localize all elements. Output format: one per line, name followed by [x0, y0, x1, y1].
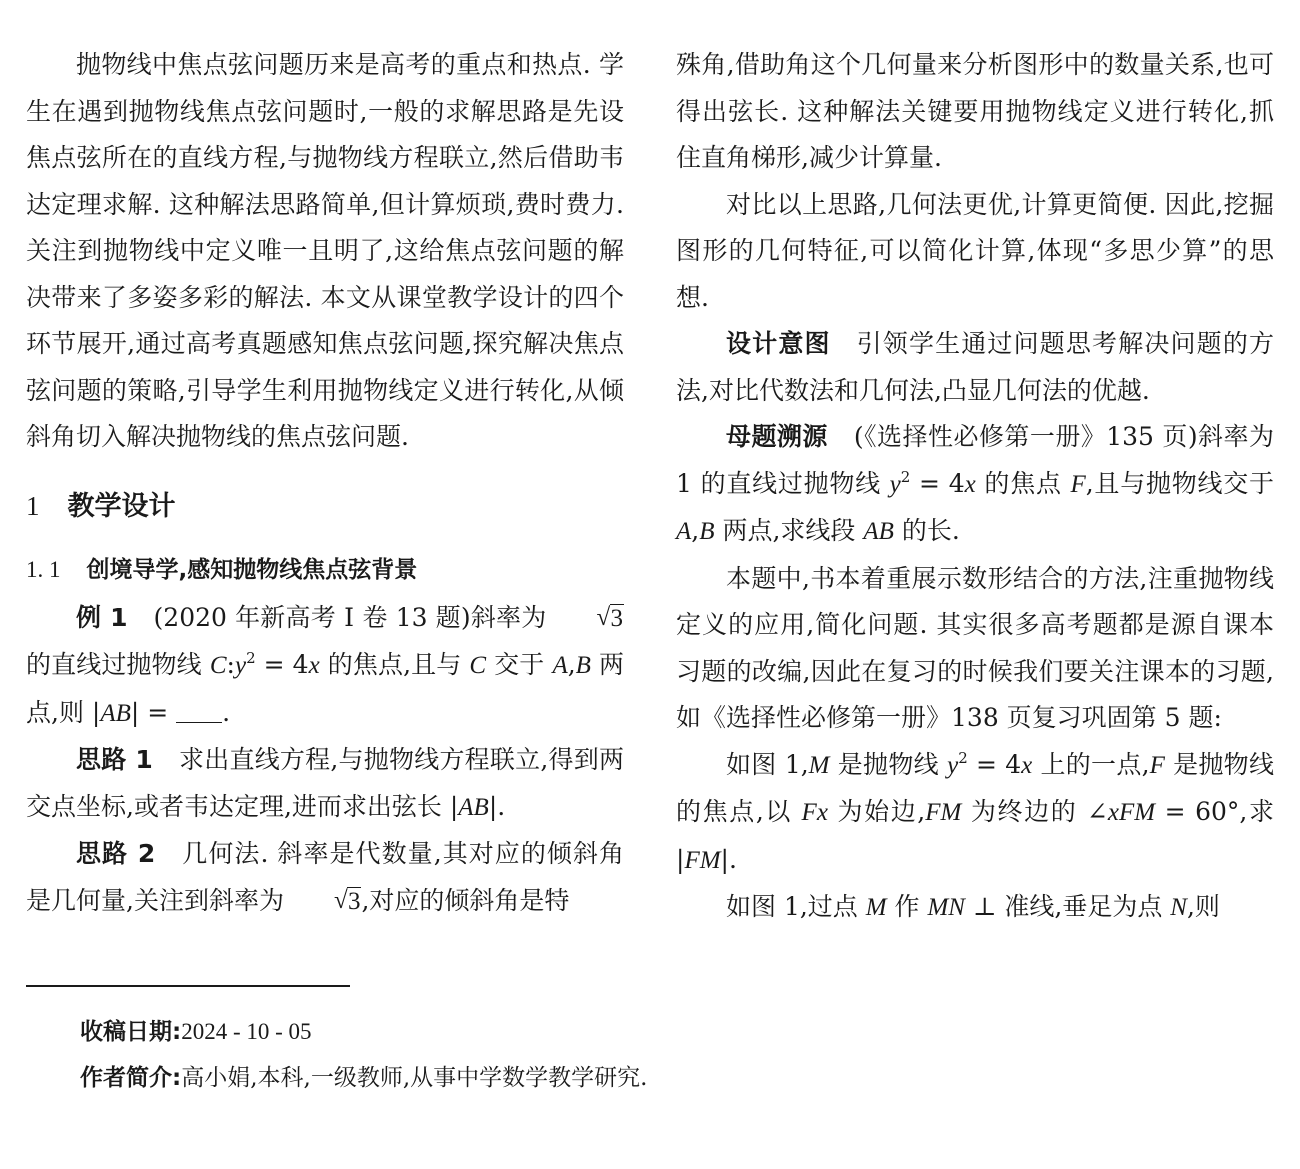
math-exponent: 2 — [246, 649, 256, 667]
sqrt-value: 3 — [347, 887, 361, 915]
math-var: N — [1170, 894, 1187, 921]
example-text: , — [567, 650, 576, 679]
author-bio-value: 高小娟,本科,一级教师,从事中学数学教学研究. — [181, 1065, 648, 1091]
idea-1-label: 思路 1 — [76, 745, 153, 774]
fig-text: 如图 1, — [726, 749, 809, 779]
math-var: x — [308, 652, 320, 679]
math-exponent: 2 — [900, 467, 911, 486]
received-date-label: 收稿日期: — [80, 1019, 182, 1045]
idea-text: |. — [488, 791, 506, 821]
figure-1-paragraph — [676, 742, 1274, 885]
math-var: M — [865, 894, 887, 921]
footnotes — [80, 1009, 1180, 1101]
idea-1-paragraph — [26, 737, 624, 831]
fig-text: ⊥ 准线,垂足为点 — [964, 892, 1171, 921]
design-intent-text: 引领学生通过问题思考解决问题的方法,对比代数法和几何法,凸显几何法的优越. — [676, 329, 1274, 405]
math-exponent: 2 — [958, 748, 968, 767]
received-date-line — [80, 1009, 1180, 1055]
source-text: 的焦点 — [975, 468, 1071, 498]
fig-text: 作 — [886, 892, 928, 921]
left-column — [26, 42, 624, 925]
source-problem-paragraph — [676, 414, 1274, 556]
math-var: A — [676, 518, 692, 545]
author-bio-line — [80, 1055, 1180, 1101]
source-text: (《选择性必修第一册》135 页)斜率为 1 的直线过抛物线 — [676, 422, 1274, 498]
math-var: FM — [684, 846, 721, 874]
example-text: (2020 年新高考 Ⅰ 卷 13 题)斜率为 — [153, 602, 547, 632]
author-bio-label: 作者简介: — [80, 1065, 182, 1091]
footnote-divider — [26, 985, 350, 987]
math-var: AB — [100, 699, 131, 727]
intro-paragraph: 抛物线中焦点弦问题历来是高考的重点和热点. 学生在遇到抛物线焦点弦问题时,一般的求解思路是先设焦点弦所在的直线方程,与抛物线方程联立,然后借助韦达定理求解. 这种解法思路简单,但计算烦琐,费时费力. 关注到抛物线中定义唯一且明了,这给焦点弦问题的解决带来了多姿多彩的解法. 本文从课堂教学设计的四个环节展开,通过高考真题感知焦点弦问题,探究解决焦点弦问题的策略,引导学生利用抛物线定义进行转化,从倾斜角切入解决抛物线的焦点弦问题. — [26, 50, 624, 451]
math-var: y — [234, 652, 247, 679]
example-text: = 4 — [255, 650, 309, 679]
math-var: x — [1021, 751, 1033, 779]
comparison-paragraph: 对比以上思路,几何法更优,计算更简便. 因此,挖掘图形的几何特征,可以简化计算,体现“多思少算”的思想. — [676, 189, 1274, 312]
example-text: | = — [130, 697, 169, 727]
design-intent-label: 设计意图 — [726, 329, 831, 358]
math-var: M — [808, 751, 830, 779]
math-var: MN — [927, 894, 965, 921]
fig-text: 是抛物线 — [829, 749, 948, 779]
fig-text: 为终边的 ∠ — [961, 797, 1108, 826]
continued-paragraph: 殊角,借助角这个几何量来分析图形中的数量关系,也可得出弦长. 这种解法关键要用抛物线定义进行转化,抓住直角梯形,减少计算量. — [676, 50, 1274, 172]
fig-text: |. — [720, 844, 737, 874]
fig-text: 上的一点, — [1032, 749, 1150, 779]
source-text: , — [691, 516, 700, 545]
example-text: 交于 — [486, 650, 553, 679]
source-text: 两点,求线段 — [714, 516, 864, 545]
sqrt-value: 3 — [610, 604, 623, 632]
idea-2-label: 思路 2 — [76, 839, 156, 868]
example-1-label: 例 1 — [76, 602, 128, 632]
right-column — [676, 42, 1274, 932]
sqrt-symbol — [284, 879, 362, 926]
math-var: A — [552, 652, 568, 679]
textbook-paragraph: 本题中,书本着重展示数形结合的方法,注重抛物线定义的应用,简化问题. 其实很多高考题都是源自课本习题的改编,因此在复习的时候我们要关注课本的习题,如《选择性必修第一册》138 页复习巩固第 5 题: — [676, 563, 1274, 732]
design-intent-paragraph — [676, 321, 1274, 414]
fig-text: 为始边, — [827, 797, 926, 826]
math-var: x — [964, 470, 976, 498]
answer-blank — [176, 702, 222, 723]
section-1-heading — [26, 491, 624, 522]
idea-text: ,对应的倾斜角是特 — [361, 885, 570, 915]
math-var: AB — [458, 793, 489, 821]
section-1-number: 1 — [26, 490, 40, 521]
section-1-1-number: 1. 1 — [26, 556, 61, 582]
example-text: . — [222, 697, 231, 727]
section-1-1-heading — [26, 555, 624, 585]
fig-text: = 4 — [967, 749, 1022, 779]
source-text: = 4 — [910, 468, 965, 498]
math-var: y — [947, 751, 959, 779]
sqrt-symbol — [547, 596, 625, 643]
section-1-1-title: 创境导学,感知抛物线焦点弦背景 — [86, 556, 418, 583]
source-text: 的长. — [893, 516, 960, 545]
idea-text: 求出直线方程,与抛物线方程联立,得到两交点坐标,或者韦达定理,进而求出弦长 | — [26, 745, 624, 821]
math-var: F — [1149, 751, 1165, 779]
idea-2-paragraph — [26, 831, 624, 925]
source-text: ,且与抛物线交于 — [1085, 468, 1275, 498]
math-var: B — [699, 518, 715, 545]
math-var: C — [209, 652, 227, 679]
math-var: xFM — [1107, 799, 1156, 826]
example-text: 的直线过抛物线 — [26, 650, 210, 679]
example-1-paragraph — [26, 595, 624, 738]
math-var: C — [469, 652, 487, 679]
math-var: y — [889, 470, 901, 498]
math-var: FM — [925, 799, 962, 826]
fig-text: 如图 1,过点 — [726, 892, 866, 921]
fig-text: 是抛物线的焦点,以 — [676, 749, 1274, 826]
math-var: F — [1070, 470, 1086, 498]
example-text: 两点,则 | — [26, 650, 625, 727]
idea-text: 几何法. 斜率是代数量,其对应的倾斜角是几何量,关注到斜率为 — [26, 839, 624, 915]
math-var: Fx — [801, 799, 828, 826]
fig-text: = 60°,求 | — [676, 797, 1274, 874]
math-var: AB — [863, 518, 894, 545]
example-text: 的焦点,且与 — [319, 650, 470, 679]
example-text: : — [226, 650, 235, 679]
received-date-value: 2024 - 10 - 05 — [181, 1019, 312, 1044]
fig-text: ,则 — [1186, 892, 1220, 921]
source-problem-label: 母题溯源 — [726, 422, 828, 451]
section-1-title: 教学设计 — [67, 490, 176, 522]
math-var: B — [575, 652, 591, 679]
figure-1-continuation-paragraph — [676, 884, 1274, 932]
